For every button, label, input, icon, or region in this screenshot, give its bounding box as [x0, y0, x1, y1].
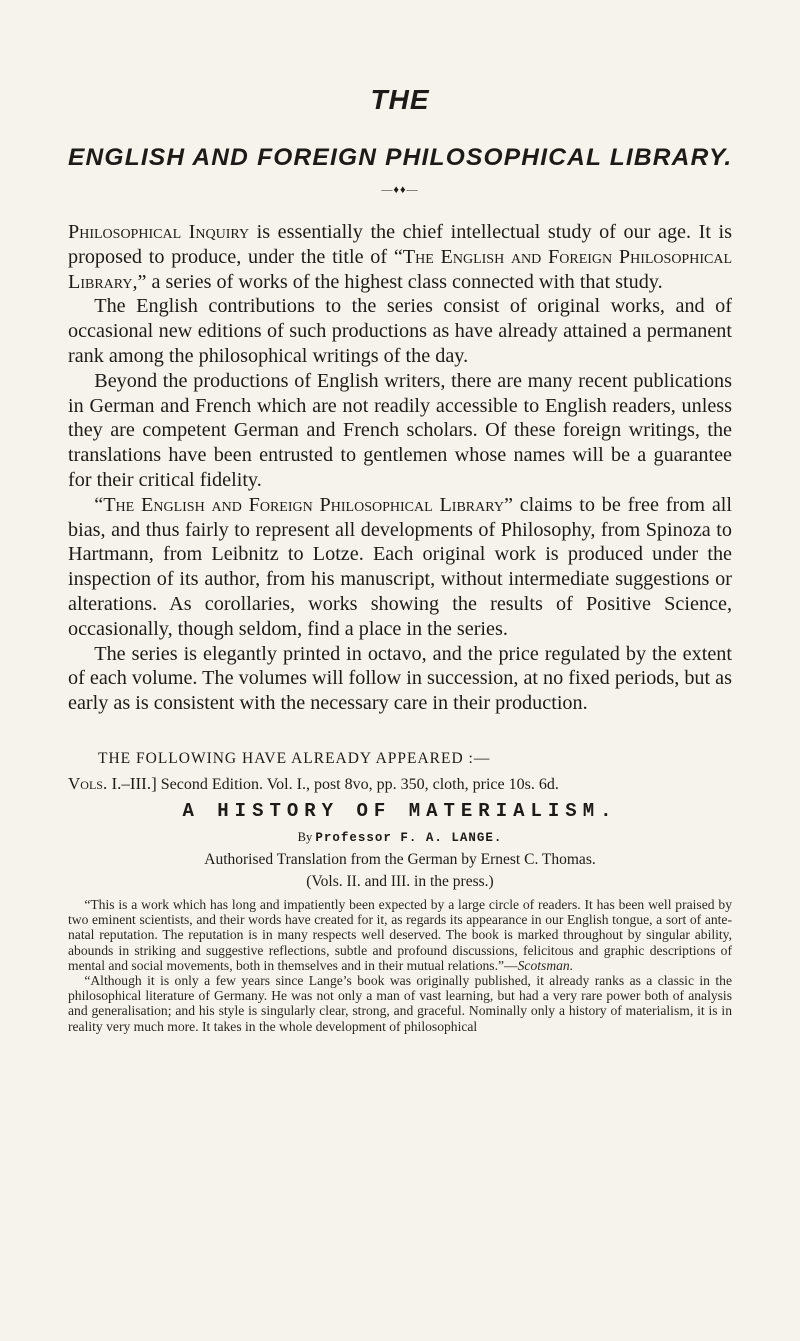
open-quote: “	[94, 493, 104, 516]
author-name: Professor F. A. LANGE.	[315, 830, 503, 845]
author-line	[68, 830, 732, 845]
edition-details: Second Edition. Vol. I., post 8vo, pp. 350, cloth, price 10s. 6d.	[156, 775, 559, 793]
book-title: A HISTORY OF MATERIALISM.	[182, 799, 618, 822]
volume-line	[68, 774, 732, 794]
intro-text: ” claims to be free from all bias, and thus fairly to represent all developments of Philosophy, from Spinoza to Hartmann, from Leibnitz to Lotze. Each original work is produced under the inspection of its author, from his manuscript, without intermediate suggestions or alterations. As corollaries, works showing the results of Positive Science, occasionally, though seldom, find a place in the series.	[68, 493, 732, 640]
ornament-divider: —♦♦—	[381, 184, 419, 196]
series-introduction	[68, 220, 732, 716]
catalogue-page	[68, 84, 732, 1034]
intro-paragraph-1	[68, 220, 732, 294]
series-title-kicker: THE	[370, 84, 430, 115]
intro-text: ,” a series of works of the highest class connected with that study.	[132, 270, 663, 293]
intro-paragraph-3: Beyond the productions of English writers, there are many recent publications in German and French which are not readily accessible to English readers, unless they are competent German and French scholars. Of these foreign writings, the translations have been entrusted to gentlemen whose names will be a guarantee for their critical fidelity.	[68, 369, 732, 491]
intro-text: is essentially the chief intellectual study of our age. It is proposed to produce, under the title of “	[68, 221, 732, 268]
press-reviews	[68, 897, 732, 1034]
intro-paragraph-5: The series is elegantly printed in octavo, and the price regulated by the extent of each volume. The volumes will follow in succession, at no fixed periods, but as early as is consistent with the necessary care in their production.	[68, 642, 732, 715]
review-source: Scotsman.	[517, 957, 574, 973]
series-title: ENGLISH AND FOREIGN PHILOSOPHICAL LIBRARY.	[68, 144, 733, 171]
review-second: “Although it is only a few years since Lange’s book was originally published, it already ranks as a classic in the philosophical literature of Germany. He was not only a man of vast learning, but had a very rare power both of analysis and generalisation; and his style is singularly clear, strong, and graceful. Nominally only a history of materialism, it is in reality very much more. It takes in the whole development of philosophical	[68, 972, 732, 1034]
translation-line: Authorised Translation from the German by Ernest C. Thomas.	[204, 850, 596, 868]
by-prefix: By	[297, 829, 316, 844]
library-name: The English and Foreign Philosophical Library	[68, 245, 732, 293]
intro-paragraph-4	[68, 493, 732, 642]
volumes-note: (Vols. II. and III. in the press.)	[306, 872, 494, 890]
library-name: The English and Foreign Philosophical Library	[103, 493, 504, 516]
intro-paragraph-2: The English contributions to the series consist of original works, and of occasional new editions of such productions as have already attained a permanent rank among the philosophical writings of the day.	[68, 295, 732, 367]
already-appeared-heading: THE FOLLOWING HAVE ALREADY APPEARED :—	[98, 749, 491, 767]
intro-lead-phrase: Philosophical Inquiry	[68, 221, 250, 243]
review-scotsman	[68, 897, 732, 973]
review-text: “This is a work which has long and impatiently been expected by a large circle of readers. It has been well praised by two eminent scientists, and their words have created for it, as regards its appearance in our English tongue, a sort of ante-natal reputation. The reputation is in many respects well deserved. The book is marked throughout by singular ability, abounds in striking and suggestive reflections, subtle and profound discussions, felicitous and graphic descriptions of mental and social movements, both in themselves and in their mutual relations.”—	[68, 896, 732, 973]
volumes-label: Vols. I.–III.]	[68, 773, 157, 793]
